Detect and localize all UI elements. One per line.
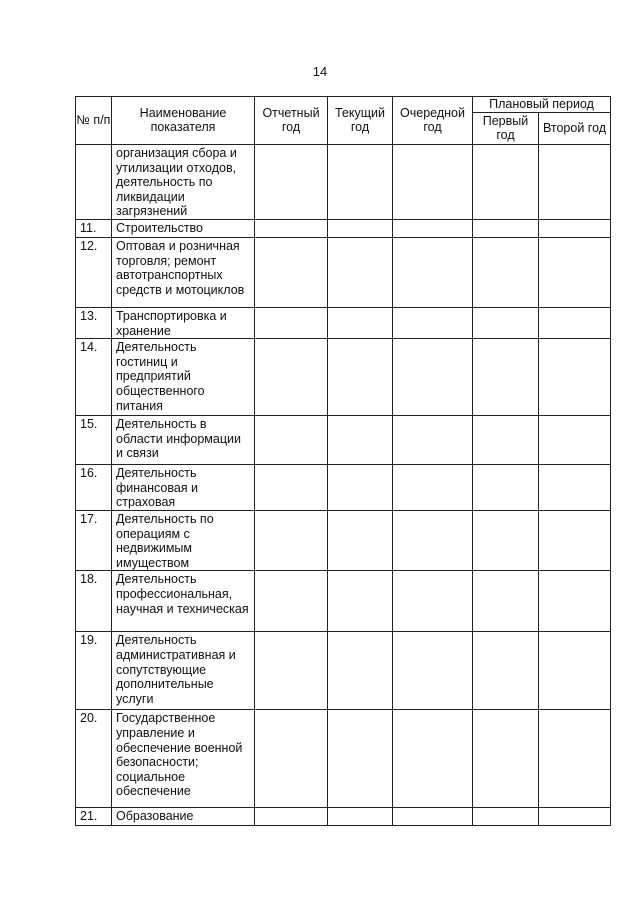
current-year-value xyxy=(328,339,393,416)
table-row xyxy=(76,339,611,416)
second-year-value xyxy=(539,808,611,826)
row-indicator-name: Деятельность профессиональная, научная и техническая xyxy=(112,571,255,632)
reporting-year-value xyxy=(255,307,328,338)
reporting-year-value xyxy=(255,339,328,416)
table-row xyxy=(76,510,611,570)
row-number: 12. xyxy=(76,237,112,307)
next-year-value xyxy=(393,237,473,307)
header-name: Наименование показателя xyxy=(112,97,255,145)
header-second-year: Второй год xyxy=(539,113,611,145)
first-year-value xyxy=(473,416,539,465)
row-number: 15. xyxy=(76,416,112,465)
second-year-value xyxy=(539,237,611,307)
header-current-year: Текущий год xyxy=(328,97,393,145)
current-year-value xyxy=(328,465,393,511)
second-year-value xyxy=(539,145,611,220)
next-year-value xyxy=(393,710,473,808)
second-year-value xyxy=(539,510,611,570)
table-row xyxy=(76,632,611,710)
row-number: 21. xyxy=(76,808,112,826)
second-year-value xyxy=(539,307,611,338)
first-year-value xyxy=(473,510,539,570)
row-indicator-name: Строительство xyxy=(112,219,255,237)
table-row xyxy=(76,465,611,511)
table-row xyxy=(76,808,611,826)
table-row xyxy=(76,307,611,338)
current-year-value xyxy=(328,416,393,465)
reporting-year-value xyxy=(255,416,328,465)
next-year-value xyxy=(393,219,473,237)
reporting-year-value xyxy=(255,632,328,710)
row-number: 14. xyxy=(76,339,112,416)
row-number: 20. xyxy=(76,710,112,808)
reporting-year-value xyxy=(255,237,328,307)
row-number: 19. xyxy=(76,632,112,710)
second-year-value xyxy=(539,632,611,710)
row-indicator-name: Деятельность в области информации и связи xyxy=(112,416,255,465)
current-year-value xyxy=(328,145,393,220)
header-first-year: Первый год xyxy=(473,113,539,145)
table-row xyxy=(76,571,611,632)
header-next-year: Очередной год xyxy=(393,97,473,145)
second-year-value xyxy=(539,710,611,808)
current-year-value xyxy=(328,808,393,826)
header-planning-period: Плановый период xyxy=(473,97,611,113)
reporting-year-value xyxy=(255,808,328,826)
first-year-value xyxy=(473,632,539,710)
page-number: 14 xyxy=(312,64,328,79)
row-number xyxy=(76,145,112,220)
current-year-value xyxy=(328,710,393,808)
row-indicator-name: Деятельность по операциям с недвижимым имуществом xyxy=(112,510,255,570)
second-year-value xyxy=(539,571,611,632)
next-year-value xyxy=(393,571,473,632)
row-indicator-name: Деятельность финансовая и страховая xyxy=(112,465,255,511)
next-year-value xyxy=(393,808,473,826)
next-year-value xyxy=(393,307,473,338)
reporting-year-value xyxy=(255,571,328,632)
table-row xyxy=(76,219,611,237)
first-year-value xyxy=(473,710,539,808)
first-year-value xyxy=(473,571,539,632)
first-year-value xyxy=(473,339,539,416)
second-year-value xyxy=(539,465,611,511)
reporting-year-value xyxy=(255,710,328,808)
first-year-value xyxy=(473,307,539,338)
reporting-year-value xyxy=(255,145,328,220)
row-indicator-name: организация сбора и утилизации отходов, деятельность по ликвидации загрязнений xyxy=(112,145,255,220)
second-year-value xyxy=(539,416,611,465)
current-year-value xyxy=(328,510,393,570)
next-year-value xyxy=(393,632,473,710)
next-year-value xyxy=(393,465,473,511)
next-year-value xyxy=(393,416,473,465)
first-year-value xyxy=(473,808,539,826)
table-row xyxy=(76,145,611,220)
reporting-year-value xyxy=(255,219,328,237)
table-header-row xyxy=(76,97,611,113)
row-indicator-name: Деятельность административная и сопутствующие дополнительные услуги xyxy=(112,632,255,710)
table-row xyxy=(76,710,611,808)
first-year-value xyxy=(473,145,539,220)
first-year-value xyxy=(473,219,539,237)
current-year-value xyxy=(328,632,393,710)
row-number: 18. xyxy=(76,571,112,632)
table-row xyxy=(76,416,611,465)
current-year-value xyxy=(328,219,393,237)
row-number: 11. xyxy=(76,219,112,237)
row-number: 13. xyxy=(76,307,112,338)
header-reporting-year: Отчетный год xyxy=(255,97,328,145)
indicators-table xyxy=(75,96,611,826)
row-number: 17. xyxy=(76,510,112,570)
table-row xyxy=(76,237,611,307)
current-year-value xyxy=(328,571,393,632)
header-num: № п/п xyxy=(76,97,112,145)
row-indicator-name: Транспортировка и хранение xyxy=(112,307,255,338)
row-indicator-name: Государственное управление и обеспечение военной безопасности; социальное обеспечение xyxy=(112,710,255,808)
second-year-value xyxy=(539,219,611,237)
row-number: 16. xyxy=(76,465,112,511)
first-year-value xyxy=(473,465,539,511)
current-year-value xyxy=(328,307,393,338)
row-indicator-name: Деятельность гостиниц и предприятий общественного питания xyxy=(112,339,255,416)
reporting-year-value xyxy=(255,465,328,511)
next-year-value xyxy=(393,510,473,570)
row-indicator-name: Оптовая и розничная торговля; ремонт автотранспортных средств и мотоциклов xyxy=(112,237,255,307)
next-year-value xyxy=(393,145,473,220)
reporting-year-value xyxy=(255,510,328,570)
current-year-value xyxy=(328,237,393,307)
second-year-value xyxy=(539,339,611,416)
next-year-value xyxy=(393,339,473,416)
row-indicator-name: Образование xyxy=(112,808,255,826)
first-year-value xyxy=(473,237,539,307)
